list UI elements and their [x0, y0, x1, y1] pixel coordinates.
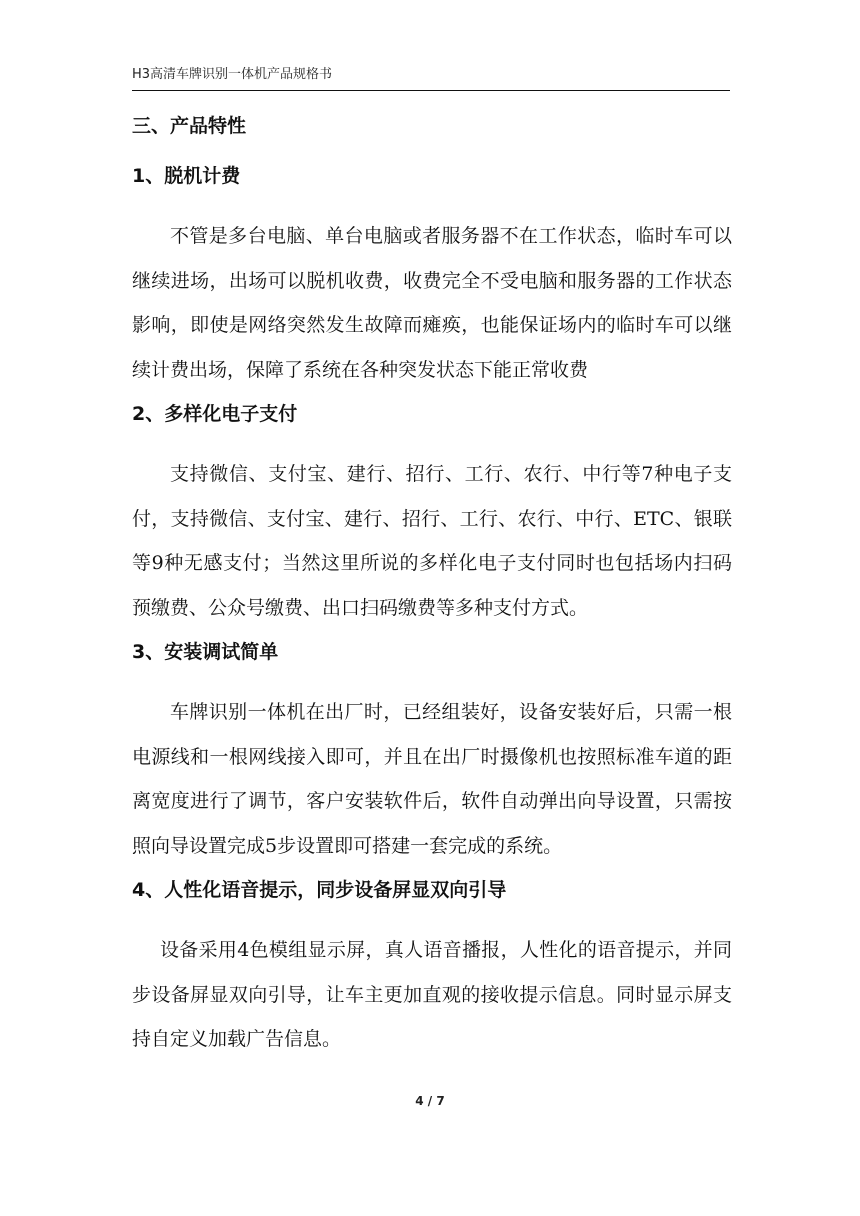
feature-title: 4、人性化语音提示，同步设备屏显双向引导	[132, 879, 507, 901]
section-title: 三、产品特性	[132, 115, 247, 137]
feature-title: 3、安装调试简单	[132, 641, 279, 663]
document-title: H3高清车牌识别一体机产品规格书	[132, 67, 333, 82]
feature-paragraph: 不管是多台电脑、单台电脑或者服务器不在工作状态，临时车可以继续进场，出场可以脱机收费，收费完全不受电脑和服务器的工作状态影响，即使是网络突然发生故障而瘫痪，也能保证场内的临时车可以继续计费出场，保障了系统在各种突发状态下能正常收费	[132, 225, 732, 381]
feature-paragraph: 支持微信、支付宝、建行、招行、工行、农行、中行等7种电子支付，支持微信、支付宝、建行、招行、工行、农行、中行、ETC、银联等9种无感支付；当然这里所说的多样化电子支付同时也包括场内扫码预缴费、公众号缴费、出口扫码缴费等多种支付方式。	[132, 463, 732, 619]
feature-offline-billing	[132, 162, 732, 392]
feature-title: 1、脱机计费	[132, 165, 241, 187]
feature-easy-installation	[132, 638, 732, 868]
document-body	[132, 112, 732, 1070]
feature-title: 2、多样化电子支付	[132, 403, 298, 425]
page-number: 4 / 7	[415, 1094, 445, 1108]
feature-electronic-payment	[132, 400, 732, 630]
feature-voice-prompt	[132, 876, 732, 1062]
feature-paragraph: 设备采用4色模组显示屏，真人语音播报，人性化的语音提示，并同步设备屏显双向引导，让车主更加直观的接收提示信息。同时显示屏支持自定义加载广告信息。	[132, 939, 732, 1050]
feature-paragraph: 车牌识别一体机在出厂时，已经组装好，设备安装好后，只需一根电源线和一根网线接入即可，并且在出厂时摄像机也按照标准车道的距离宽度进行了调节，客户安装软件后，软件自动弹出向导设置，只需按照向导设置完成5步设置即可搭建一套完成的系统。	[132, 701, 732, 857]
page-header	[132, 66, 730, 91]
